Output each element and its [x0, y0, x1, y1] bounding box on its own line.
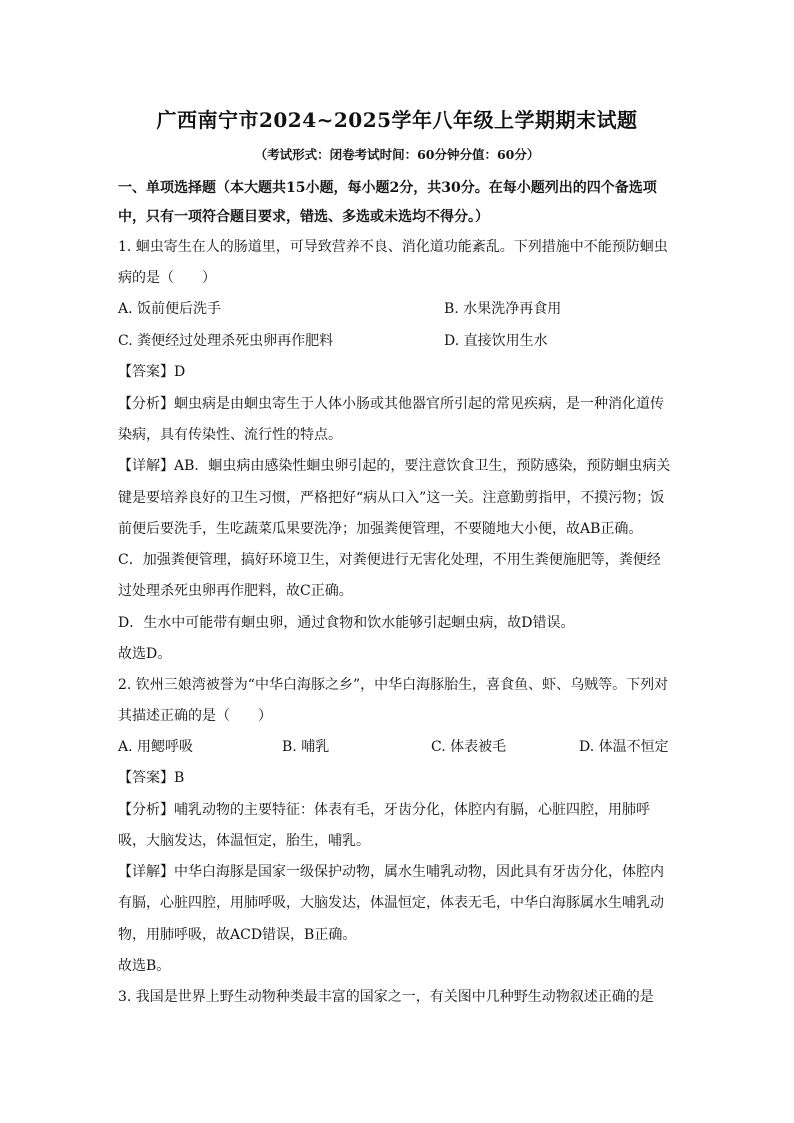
q1-detail-line-5: 过处理杀死虫卵再作肥料，故C正确。	[118, 583, 353, 599]
q2-answer: 【答案】B	[118, 770, 185, 786]
q2-stem-line-1: 2. 钦州三娘湾被誉为“中华白海豚之乡”，中华白海豚胎生，喜食鱼、虾、乌贼等。下列对	[118, 677, 669, 693]
q1-analysis-line-2: 染病，具有传染性、流行性的特点。	[118, 427, 342, 443]
q1-option-b: B. 水果洗净再食用	[444, 301, 562, 317]
q1-detail-line-3: 前便后要洗手，生吃蔬菜瓜果要洗净；加强粪便管理，不要随地大小便，故AB正确。	[118, 521, 643, 537]
q1-option-d: D. 直接饮用生水	[444, 333, 548, 349]
section-heading-line-1: 一、单项选择题（本大题共15小题，每小题2分，共30分。在每小题列出的四个备选项	[118, 180, 657, 196]
q1-detail-line-1: 【详解】AB．蛔虫病由感染性蛔虫卵引起的，要注意饮食卫生，预防感染，预防蛔虫病关	[118, 458, 671, 474]
q2-conclusion: 故选B。	[118, 958, 171, 974]
exam-info: （考试形式：闭卷考试时间：60分钟分值：60分）	[254, 147, 540, 162]
q1-detail-line-2: 键是要培养良好的卫生习惯，严格把好“病从口入”这一关。注意勤剪指甲，不摸污物；饭	[118, 490, 665, 506]
q2-analysis-line-2: 吸，大脑发达，体温恒定，胎生，哺乳。	[118, 833, 370, 849]
q1-detail-line-4: C．加强粪便管理，搞好环境卫生，对粪便进行无害化处理，不用生粪便施肥等，粪便经	[118, 552, 661, 568]
q2-detail-line-2: 有膈，心脏四腔，用肺呼吸，大脑发达，体温恒定，体表无毛，中华白海豚属水生哺乳动	[118, 895, 664, 911]
q1-option-c: C. 粪便经过处理杀死虫卵再作肥料	[118, 333, 334, 349]
q2-option-d: D. 体温不恒定	[579, 739, 669, 755]
q1-option-a: A. 饭前便后洗手	[118, 301, 222, 317]
q1-stem-line-2: 病的是（ ）	[118, 270, 216, 286]
q1-detail-line-6: D．生水中可能带有蛔虫卵，通过食物和饮水能够引起蛔虫病，故D错误。	[118, 615, 575, 631]
q2-detail-line-3: 物，用肺呼吸，故ACD错误，B正确。	[118, 927, 357, 943]
section-heading-line-2: 中，只有一项符合题目要求，错选、多选或未选均不得分。）	[118, 209, 489, 225]
q2-option-a: A. 用鳃呼吸	[118, 739, 194, 755]
q2-stem-line-2: 其描述正确的是（ ）	[118, 708, 272, 724]
q1-answer: 【答案】D	[118, 364, 186, 380]
q2-analysis-line-1: 【分析】哺乳动物的主要特征：体表有毛，牙齿分化，体腔内有膈，心脏四腔，用肺呼	[118, 802, 650, 818]
q2-option-c: C. 体表被毛	[431, 739, 507, 755]
q1-conclusion: 故选D。	[118, 646, 172, 662]
q2-option-b: B. 哺乳	[282, 739, 330, 755]
q1-analysis-line-1: 【分析】蛔虫病是由蛔虫寄生于人体小肠或其他器官所引起的常见疾病，是一种消化道传	[118, 396, 664, 412]
q3-stem-line-1: 3. 我国是世界上野生动物种类最丰富的国家之一，有关图中几种野生动物叙述正确的是	[118, 989, 654, 1005]
q1-stem-line-1: 1. 蛔虫寄生在人的肠道里，可导致营养不良、消化道功能紊乱。下列措施中不能预防蛔虫	[118, 239, 668, 255]
q2-detail-line-1: 【详解】中华白海豚是国家一级保护动物，属水生哺乳动物，因此具有牙齿分化，体腔内	[118, 864, 664, 880]
page-title: 广西南宁市2024~2025学年八年级上学期期末试题	[156, 108, 638, 132]
